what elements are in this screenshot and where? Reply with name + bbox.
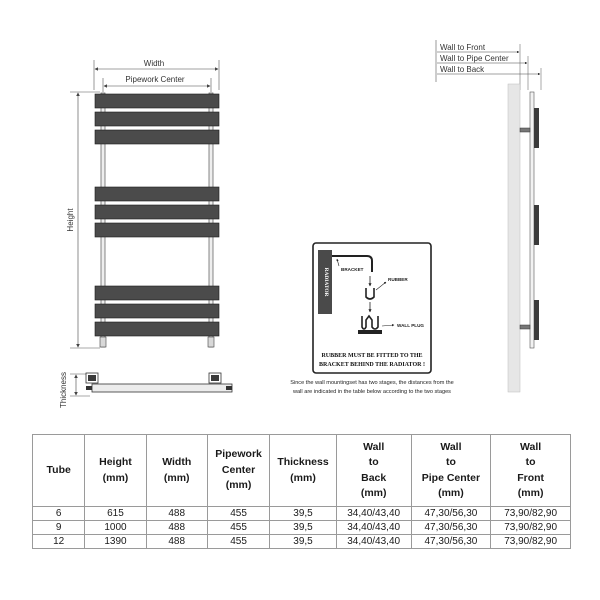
- table-cell: 6: [33, 507, 85, 521]
- column-header-line: Tube: [46, 463, 71, 476]
- column-header-line: Pipe Center: [421, 471, 481, 484]
- wall: [508, 84, 520, 392]
- column-header-line: Height: [99, 456, 132, 468]
- radiator-side-label: RADIATOR: [323, 267, 329, 297]
- table-cell: 34,40/43,40: [336, 521, 411, 535]
- note-line-1: Since the wall mountingset has two stages, the distances from the: [290, 380, 454, 386]
- wall-plug-label: WALL PLUG: [397, 323, 424, 328]
- table-cell: 39,5: [270, 535, 337, 549]
- radiator-panels: [95, 94, 219, 336]
- column-header: [336, 435, 411, 507]
- column-header-line: (mm): [360, 487, 387, 499]
- column-header-line: Front: [517, 471, 545, 484]
- column-header-line: Center: [221, 463, 256, 476]
- mounting-detail: [313, 243, 431, 373]
- front-view: [59, 59, 232, 408]
- panel-profiles: [534, 108, 539, 340]
- table-cell: 47,30/56,30: [411, 507, 491, 521]
- warning-line-1: RUBBER MUST BE FITTED TO THE: [321, 353, 423, 359]
- bracket-label: BRACKET: [341, 267, 364, 272]
- column-header-line: (mm): [290, 471, 316, 484]
- table-cell: 1000: [85, 521, 146, 535]
- table-cell: 34,40/43,40: [336, 507, 411, 521]
- column-header-line: (mm): [225, 479, 252, 492]
- specification-table: [32, 434, 571, 549]
- column-header: [85, 435, 146, 507]
- height-label: Height: [66, 208, 75, 232]
- table-cell: 47,30/56,30: [411, 521, 491, 535]
- wall-to-back-label: Wall to Back: [440, 65, 485, 74]
- column-header-line: (mm): [163, 471, 190, 484]
- table-cell: 455: [207, 521, 269, 535]
- wall-to-pipe-center-label: Wall to Pipe Center: [440, 54, 509, 63]
- table-cell: 47,30/56,30: [411, 535, 491, 549]
- column-header-line: Width: [162, 456, 192, 468]
- column-header-line: to: [525, 456, 536, 468]
- table-cell: 488: [146, 507, 207, 521]
- warning-line-2: BRACKET BEHIND THE RADIATOR !: [319, 362, 425, 368]
- column-header: [270, 435, 337, 507]
- table-row: [33, 507, 571, 521]
- thickness-label: Thickness: [59, 371, 68, 409]
- column-header: [491, 435, 571, 507]
- column-header-line: (mm): [102, 471, 129, 484]
- table-cell: 34,40/43,40: [336, 535, 411, 549]
- table-cell: 1390: [85, 535, 146, 549]
- column-header-line: Wall: [520, 440, 542, 453]
- column-header-line: to: [445, 456, 456, 468]
- column-header-line: to: [368, 456, 379, 468]
- table-row: [33, 535, 571, 549]
- table-cell: 488: [146, 521, 207, 535]
- column-header: [33, 435, 85, 507]
- table-header-row: [33, 435, 571, 507]
- width-label: Width: [143, 59, 165, 68]
- column-header-line: Wall: [440, 440, 462, 453]
- table-cell: 455: [207, 535, 269, 549]
- pipework-center-label: Pipework Center: [125, 75, 185, 84]
- table-cell: 12: [33, 535, 85, 549]
- column-header: [146, 435, 207, 507]
- table-cell: 9: [33, 521, 85, 535]
- column-header-line: (mm): [438, 487, 464, 499]
- rubber-label: RUBBER: [388, 277, 408, 282]
- table-cell: 455: [207, 507, 269, 521]
- column-header: [207, 435, 269, 507]
- column-header-line: Wall: [363, 440, 385, 453]
- table-cell: 488: [146, 535, 207, 549]
- table-cell: 39,5: [270, 507, 337, 521]
- wall-to-front-label: Wall to Front: [440, 43, 486, 52]
- table-cell: 73,90/82,90: [491, 521, 571, 535]
- side-view: [436, 40, 541, 392]
- table-cell: 615: [85, 507, 146, 521]
- column-header-line: Thickness: [277, 456, 329, 468]
- column-header-line: Back: [361, 471, 387, 484]
- column-header-line: Pipework: [215, 448, 262, 461]
- wall-brackets: [520, 128, 530, 329]
- table-cell: 39,5: [270, 521, 337, 535]
- note-line-2: wall are indicated in the table below according to the two stages: [293, 389, 451, 395]
- column-header: [411, 435, 491, 507]
- column-header-line: (mm): [517, 487, 544, 499]
- table-row: [33, 521, 571, 535]
- table-cell: 73,90/82,90: [491, 507, 571, 521]
- table-cell: 73,90/82,90: [491, 535, 571, 549]
